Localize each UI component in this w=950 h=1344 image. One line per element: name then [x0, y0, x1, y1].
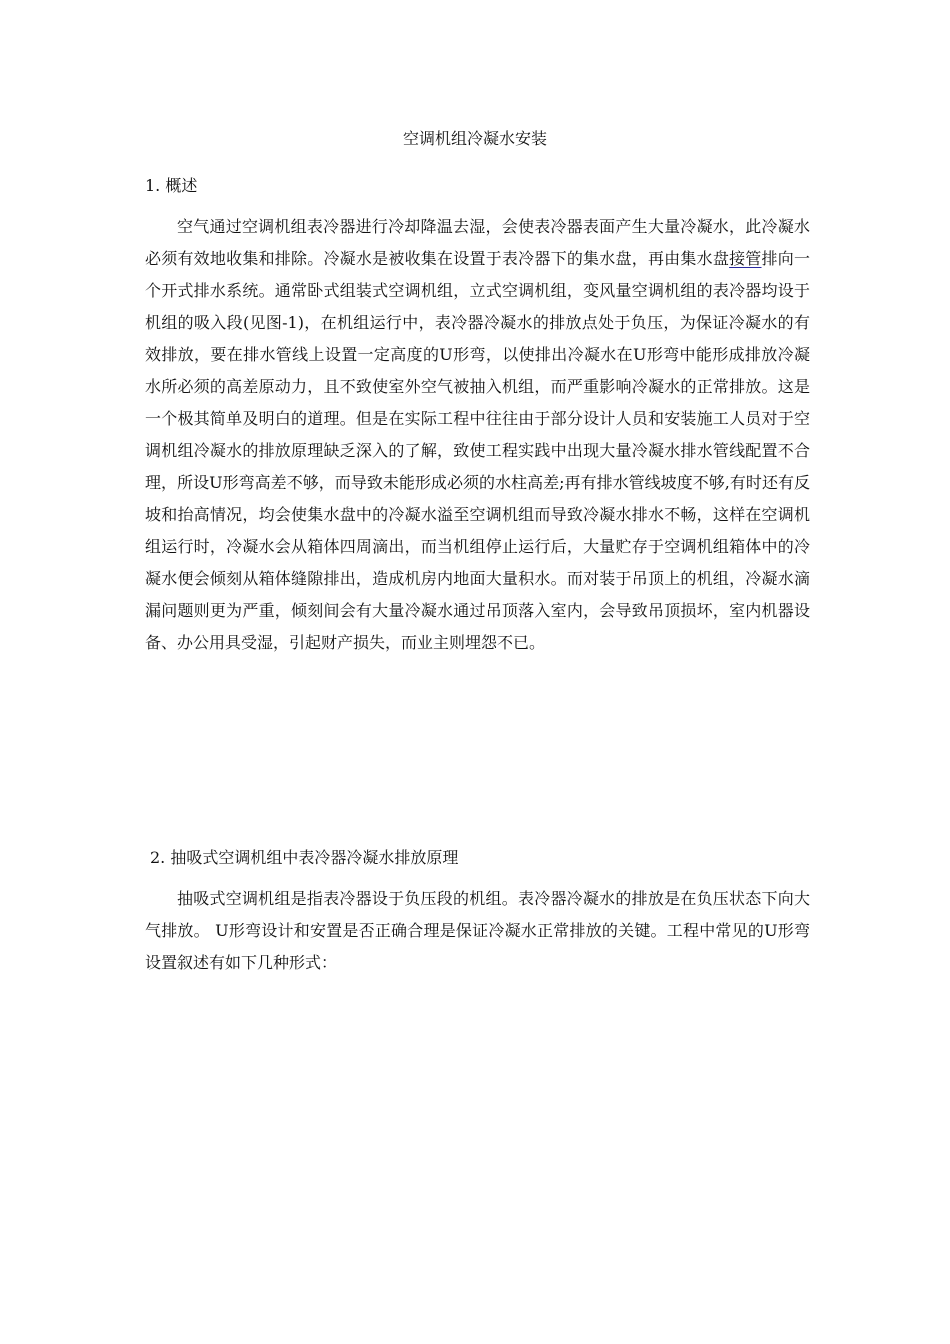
- overview-text-part-b: 排向一个开式排水系统。通常卧式组装式空调机组，立式空调机组，变风量空调机组的表冷器均设于机组的吸入段(见图-1)，在机组运行中，表冷器冷凝水的排放点处于负压，为保证冷凝水的有效排放，要在排水管线上设置一定高度的U形弯，以使排出冷凝水在U形弯中能形成排放冷凝水所必须的高差原动力，且不致使室外空气被抽入机组，而严重影响冷凝水的正常排放。这是一个极其简单及明白的道理。但是在实际工程中往往由于部分设计人员和安装施工人员对于空调机组冷凝水的排放原理缺乏深入的了解，致使工程实践中出现大量冷凝水排水管线配置不合理，所设U形弯高差不够，而导致未能形成必须的水柱高差;再有排水管线坡度不够,有时还有反坡和抬高情况，均会使集水盘中的冷凝水溢至空调机组而导致冷凝水排水不畅，这样在空调机组运行时，冷凝水会从箱体四周滴出，而当机组停止运行后，大量贮存于空调机组箱体中的冷凝水便会倾刻从箱体缝隙排出，造成机房内地面大量积水。而对装于吊顶上的机组，冷凝水滴漏问题则更为严重，倾刻间会有大量冷凝水通过吊顶落入室内，会导致吊顶损坏，室内机器设备、办公用具受湿，引起财产损失，而业主则埋怨不已。: [145, 249, 810, 652]
- principle-paragraph: 抽吸式空调机组是指表冷器设于负压段的机组。表冷器冷凝水的排放是在负压状态下向大气排放。 U形弯设计和安置是否正确合理是保证冷凝水正常排放的关键。工程中常见的U形弯设置叙述有如下几种形式：: [145, 889, 810, 972]
- overview-paragraph: [145, 211, 810, 659]
- pipe-connection-link[interactable]: 接管: [729, 249, 762, 268]
- document-title: 空调机组冷凝水安装: [402, 129, 547, 148]
- overview-text-part-a: 空气通过空调机组表冷器进行冷却降温去湿，会使表冷器表面产生大量冷凝水，此冷凝水必须有效地收集和排除。冷凝水是被收集在设置于表冷器下的集水盘，再由集水盘: [145, 217, 810, 268]
- section-heading-overview: 1. 概述: [145, 176, 198, 195]
- section-heading-principle: 2. 抽吸式空调机组中表冷器冷凝水排放原理: [150, 848, 459, 867]
